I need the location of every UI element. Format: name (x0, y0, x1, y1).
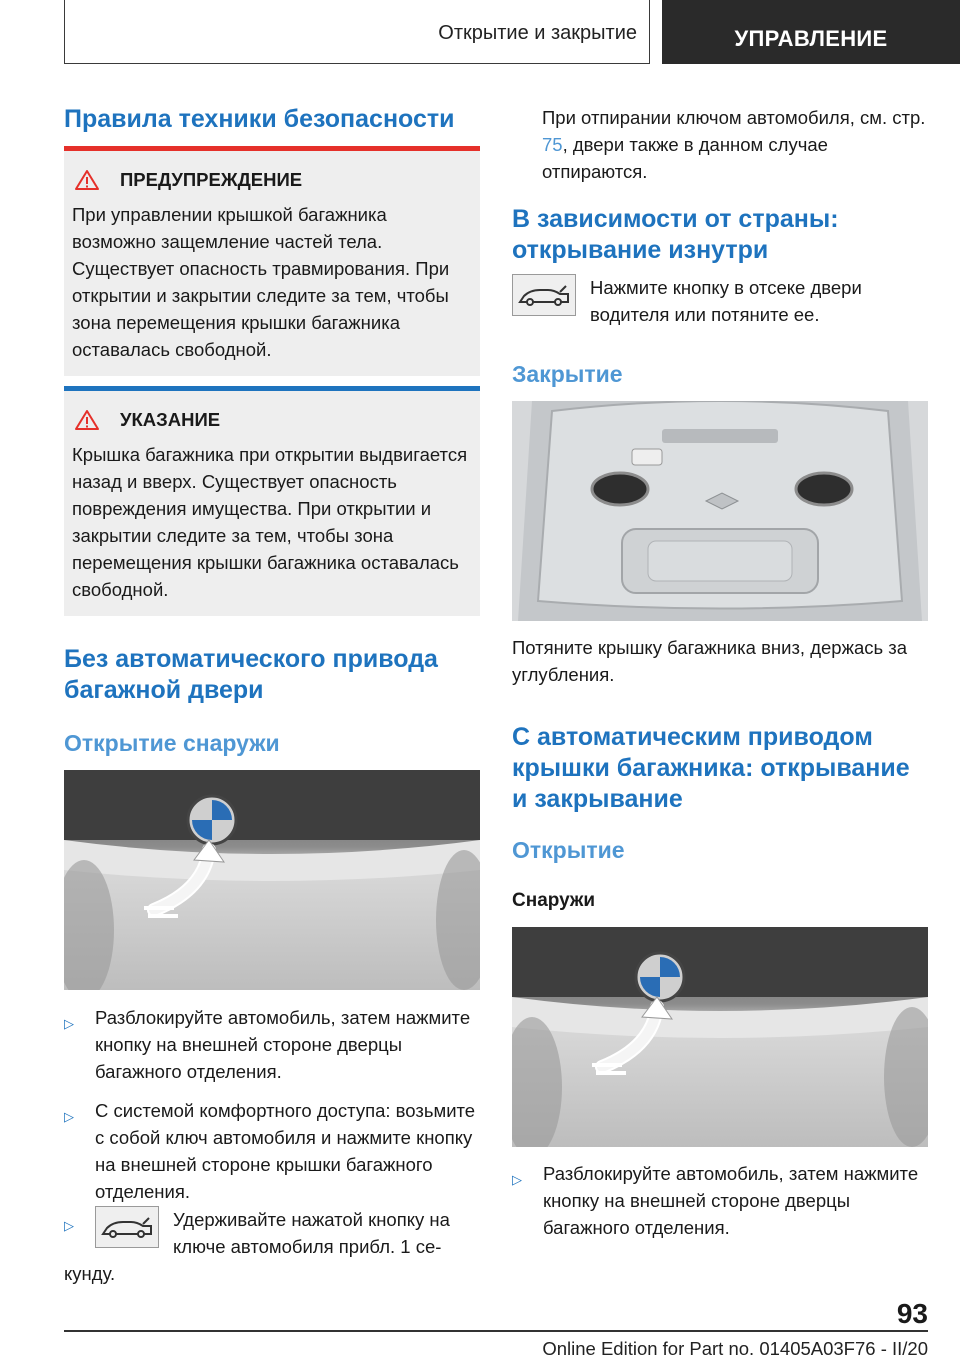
car-trunk-key-icon (95, 1206, 159, 1248)
list-item (64, 1004, 480, 1085)
list-item (512, 1160, 928, 1241)
inside-open-row (512, 274, 928, 328)
bullet-list-left (64, 1004, 480, 1205)
warning-header (64, 151, 480, 191)
warning-triangle-icon (74, 409, 100, 431)
warning-triangle-icon (74, 169, 100, 191)
bullet-list-right (512, 1160, 928, 1241)
heading-open: Открытие (512, 837, 625, 863)
bullet-text: Разблокируйте автомобиль, затем нажмите кнопку на внешней стороне дверцы багажного отделения. (543, 1163, 919, 1238)
bullet-triangle-icon: ▷ (512, 1172, 522, 1187)
photo-trunk-button-left (64, 770, 480, 990)
warning-box (64, 146, 480, 376)
bullet-triangle-icon: ▷ (64, 1109, 74, 1124)
key-unlock-text (512, 104, 928, 185)
heading-auto-tailgate: С автоматическим приводом крышки багажника: открывание и закрывание (512, 723, 910, 813)
warning-label: ПРЕДУПРЕЖДЕНИЕ (120, 169, 303, 190)
note-header (64, 391, 480, 431)
heading-manual-tailgate: Без автоматического привода багажной двери (64, 645, 438, 704)
key-unlock-post: , двери также в данном случае отпираются. (542, 134, 828, 182)
heading-safety: Правила техники безопасности (64, 105, 455, 133)
warning-text: При управлении крышкой багажника возможно защемление частей тела. Существует опасность травмирования. При открытии и закрытии следите за тем, чтобы зона перемещения крышки багажника оставалась свободной. (72, 204, 450, 360)
trunk-button-icon (512, 274, 576, 316)
page-number: 93 (896, 1298, 928, 1329)
bullet-text-line2: ключе автомобиля прибл. 1 се- (173, 1236, 442, 1257)
note-label: УКАЗАНИЕ (120, 409, 221, 430)
heading-open-outside: Открытие снаружи (64, 730, 280, 756)
bullet-text: Разблокируйте автомобиль, затем нажмите кнопку на внешней стороне дверцы багажного отделения. (95, 1007, 471, 1082)
bullet-text-line3: кунду. (64, 1263, 116, 1284)
header-section-title: Открытие и закрытие (438, 22, 637, 44)
inside-open-text: Нажмите кнопку в отсеке двери водителя или потяните ее. (590, 277, 862, 325)
list-item (64, 1097, 480, 1205)
close-text: Потяните крышку багажника вниз, держась за углубления. (512, 637, 908, 685)
page-link-75[interactable]: 75 (542, 134, 563, 155)
bullet-triangle-icon: ▷ (64, 1218, 74, 1233)
bullet-triangle-icon: ▷ (64, 1016, 74, 1031)
photo-trunk-lid-inside (512, 401, 928, 621)
note-box (64, 386, 480, 616)
heading-outside: Снаружи (512, 890, 596, 911)
bullet-text: С системой комфортного доступа: возьмите с собой ключ автомобиля и нажмите кнопку на внешней стороне крышки багажного отделения. (95, 1100, 476, 1202)
heading-close: Закрытие (512, 361, 623, 387)
heading-country-inside: В зависимости от страны: открывание изнутри (512, 205, 839, 264)
key-unlock-pre: При отпирании ключом автомобиля, см. стр. (542, 107, 926, 128)
footer-divider (64, 1330, 928, 1332)
header-chapter-tab: УПРАВЛЕНИЕ (662, 0, 960, 64)
footer-edition: Online Edition for Part no. 01405A03F76 - II/20 (542, 1338, 928, 1359)
list-item-key (64, 1206, 480, 1287)
note-text: Крышка багажника при открытии выдвигается назад и вверх. Существует опасность повреждения имущества. При открытии и закрытии следите за тем, чтобы зона перемещения крышки багажника оставалась свободной. (72, 444, 468, 600)
photo-trunk-button-right (512, 927, 928, 1147)
bullet-text-line1: Удерживайте нажатой кнопку на (173, 1209, 450, 1230)
